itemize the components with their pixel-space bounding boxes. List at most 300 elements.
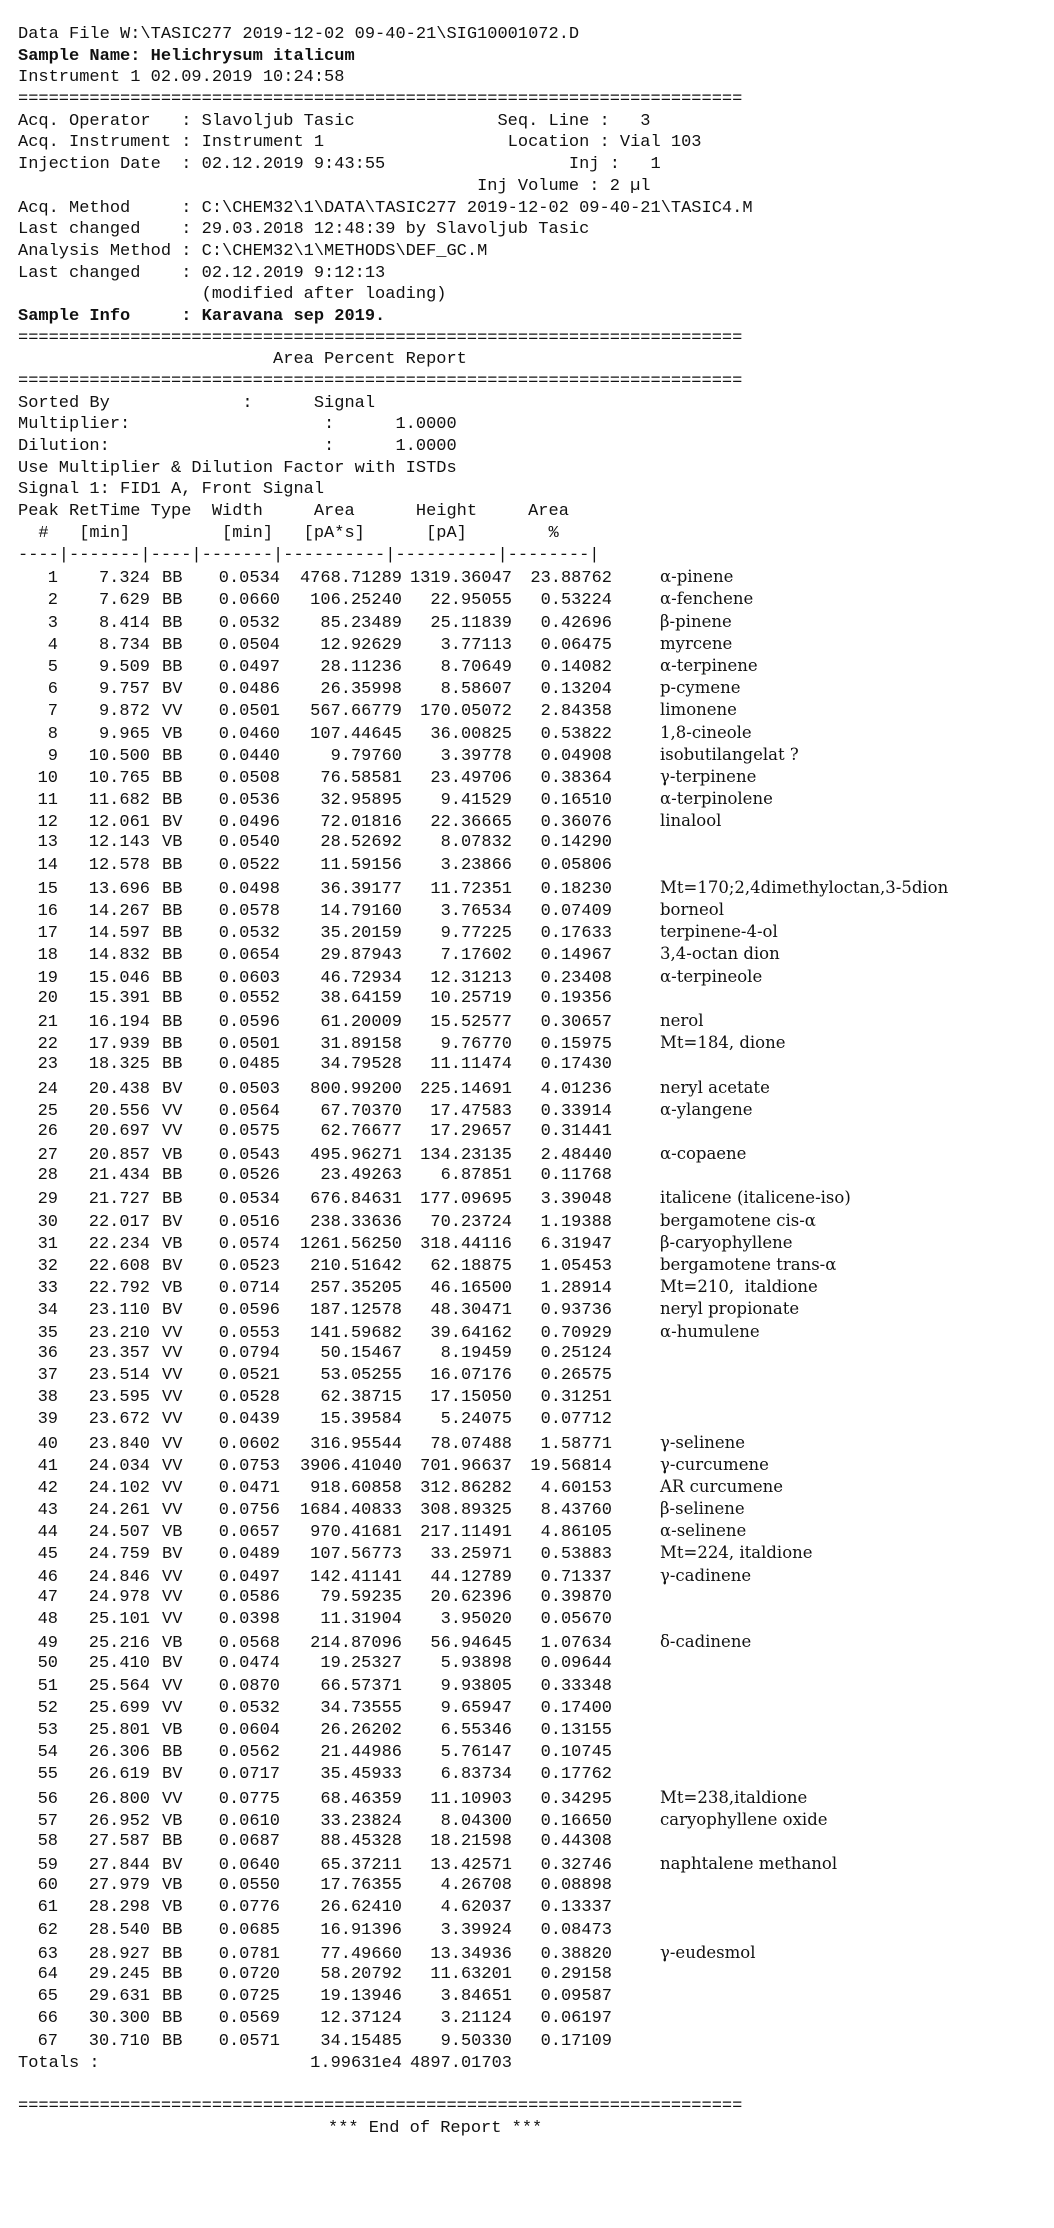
peak-number: 16 — [37, 902, 58, 921]
peak-number: 9 — [47, 746, 58, 766]
area-percent: 0.17633 — [540, 924, 612, 944]
peak-height: 9.93805 — [440, 1676, 512, 1696]
peak-width: 0.0610 — [218, 1811, 280, 1831]
peak-area: 72.01816 — [320, 813, 402, 833]
peak-width: 0.0553 — [218, 1323, 280, 1343]
peak-number: 22 — [37, 1035, 58, 1055]
table-row — [18, 1432, 1048, 1454]
area-percent: 0.36076 — [540, 813, 612, 833]
area-percent: 3.39048 — [540, 1190, 612, 1210]
peak-width: 0.0534 — [218, 569, 280, 589]
peak-area: 214.87096 — [310, 1634, 402, 1654]
peak-type: VV — [162, 1676, 183, 1696]
peak-number: 43 — [37, 1501, 58, 1521]
peak-type: VB — [162, 1876, 183, 1896]
peak-height: 4.62037 — [440, 1898, 512, 1918]
peak-width: 0.0486 — [218, 680, 280, 700]
retention-time: 15.391 — [88, 988, 150, 1008]
peak-number: 44 — [37, 1523, 58, 1543]
peak-type: VV — [162, 1501, 183, 1521]
totals-area: 1.99631e4 — [310, 2053, 402, 2073]
acq-instrument-line: Acq. Instrument : Instrument 1 Location : Vial 103 — [18, 133, 702, 153]
area-percent: 0.38820 — [540, 1944, 612, 1964]
peak-type: VV — [162, 1698, 183, 1718]
last-changed-line: Last changed : 29.03.2018 12:48:39 by Slavoljub Tasic — [18, 220, 590, 240]
peak-width: 0.0522 — [218, 855, 280, 875]
table-row — [18, 611, 1048, 633]
peak-area: 35.45933 — [320, 1765, 402, 1785]
peak-width: 0.0586 — [218, 1587, 280, 1607]
peak-number: 13 — [37, 833, 58, 853]
compound-name: caryophyllene oxide — [660, 1809, 828, 1829]
retention-time: 24.034 — [88, 1456, 150, 1476]
table-row — [18, 832, 1048, 854]
peak-area: 62.76677 — [320, 1121, 402, 1141]
peak-number: 10 — [37, 768, 58, 788]
area-percent: 0.70929 — [540, 1323, 612, 1343]
peak-area: 21.44986 — [320, 1743, 402, 1763]
peak-area: 918.60858 — [310, 1478, 402, 1498]
peak-width: 0.0532 — [218, 1698, 280, 1718]
peak-area: 19.25327 — [320, 1654, 402, 1674]
compound-name: 3,4-octan dion — [660, 944, 780, 964]
peak-height: 11.72351 — [430, 879, 512, 899]
peak-area: 12.92629 — [320, 635, 402, 655]
retention-time: 27.844 — [88, 1856, 150, 1876]
table-row — [18, 1676, 1048, 1698]
table-row — [18, 1032, 1048, 1054]
peak-area: 17.76355 — [320, 1876, 402, 1896]
peak-area: 107.56773 — [310, 1545, 402, 1565]
peak-type: VB — [162, 833, 183, 853]
retention-time: 30.300 — [88, 2009, 150, 2029]
peak-type: BB — [162, 1831, 183, 1851]
peak-width: 0.0725 — [218, 1987, 280, 2007]
area-percent: 0.13337 — [540, 1898, 612, 1918]
separator: ======================================================================= — [18, 372, 743, 391]
peak-number: 2 — [47, 591, 58, 611]
peak-type: BB — [162, 879, 183, 899]
area-percent: 0.33348 — [540, 1676, 612, 1696]
retention-time: 26.952 — [88, 1811, 150, 1831]
peak-height: 9.50330 — [440, 2031, 512, 2051]
peak-number: 50 — [37, 1654, 58, 1674]
peak-type: VV — [162, 1610, 183, 1629]
retention-time: 25.699 — [88, 1698, 150, 1718]
compound-name: Mt=210, italdione — [660, 1277, 818, 1297]
peak-height: 3.23866 — [440, 855, 512, 875]
area-percent: 0.09644 — [540, 1654, 612, 1674]
peak-type: BB — [162, 1944, 183, 1964]
peak-number: 1 — [47, 569, 58, 589]
retention-time: 10.500 — [88, 746, 150, 766]
peak-area: 28.52692 — [320, 833, 402, 853]
peak-height: 308.89325 — [420, 1501, 512, 1521]
peak-width: 0.0756 — [218, 1501, 280, 1521]
peak-area: 1261.56250 — [299, 1234, 402, 1254]
compound-name: isobutilangelat ? — [660, 744, 799, 764]
peak-type: BB — [162, 1035, 183, 1055]
totals-height: 4897.01703 — [409, 2053, 512, 2073]
peak-number: 63 — [37, 1944, 58, 1964]
peak-area: 26.35998 — [320, 680, 402, 700]
peak-number: 60 — [37, 1876, 58, 1896]
peak-area: 1684.40833 — [299, 1501, 402, 1521]
peak-area: 210.51642 — [310, 1257, 402, 1276]
compound-name: bergamotene cis-α — [660, 1210, 816, 1230]
peak-width: 0.0540 — [218, 833, 280, 853]
peak-height: 48.30471 — [430, 1301, 512, 1321]
peak-width: 0.0596 — [218, 1012, 280, 1032]
table-row — [18, 1121, 1048, 1143]
peak-height: 33.25971 — [430, 1545, 512, 1565]
peak-width: 0.0528 — [218, 1388, 280, 1408]
peak-type: BB — [162, 2031, 183, 2051]
area-percent: 0.13204 — [540, 680, 612, 700]
peak-area: 316.95544 — [310, 1434, 402, 1454]
retention-time: 24.978 — [88, 1587, 150, 1607]
peak-width: 0.0687 — [218, 1831, 280, 1851]
retention-time: 22.017 — [88, 1212, 150, 1232]
peak-area: 19.13946 — [320, 1987, 402, 2007]
table-row — [18, 1653, 1048, 1675]
table-row — [18, 1365, 1048, 1387]
area-percent: 0.05806 — [540, 855, 612, 875]
peak-height: 5.76147 — [440, 1743, 512, 1763]
peak-area: 29.87943 — [320, 946, 402, 966]
area-percent: 0.10745 — [540, 1743, 612, 1763]
retention-time: 24.759 — [88, 1545, 150, 1565]
peak-width: 0.0604 — [218, 1720, 280, 1740]
table-row — [18, 1853, 1048, 1875]
peak-type: BB — [162, 1920, 183, 1940]
peak-area: 77.49660 — [320, 1944, 402, 1964]
retention-time: 12.061 — [88, 813, 150, 833]
area-percent: 0.06197 — [540, 2009, 612, 2029]
peak-area: 88.45328 — [320, 1831, 402, 1851]
peak-height: 46.16500 — [430, 1279, 512, 1299]
peak-height: 22.95055 — [430, 591, 512, 611]
area-percent: 0.05670 — [540, 1610, 612, 1629]
peak-height: 1319.36047 — [409, 569, 512, 589]
area-percent: 0.17430 — [540, 1055, 612, 1075]
peak-number: 46 — [37, 1567, 58, 1587]
peak-width: 0.0660 — [218, 591, 280, 611]
peak-height: 17.15050 — [430, 1388, 512, 1408]
inj-volume-line: Inj Volume : 2 µl — [18, 176, 651, 196]
peak-number: 26 — [37, 1121, 58, 1141]
analysis-method-line: Analysis Method : C:\CHEM32\1\METHODS\DEF_GC.M — [18, 241, 488, 261]
compound-name: neryl acetate — [660, 1077, 770, 1097]
peak-height: 3.39778 — [440, 746, 512, 766]
area-percent: 0.39870 — [540, 1587, 612, 1607]
peak-number: 61 — [37, 1898, 58, 1918]
peak-area: 257.35205 — [310, 1279, 402, 1299]
peak-width: 0.0720 — [218, 1965, 280, 1984]
area-percent: 0.42696 — [540, 613, 612, 633]
table-row — [18, 1986, 1048, 2008]
compound-name: limonene — [660, 700, 737, 720]
peak-width: 0.0497 — [218, 1567, 280, 1587]
table-row — [18, 1387, 1048, 1409]
peak-number: 17 — [37, 924, 58, 944]
peak-height: 5.24075 — [440, 1410, 512, 1430]
peak-number: 8 — [47, 724, 58, 744]
peak-height: 17.29657 — [430, 1121, 512, 1141]
table-row — [18, 988, 1048, 1010]
compound-name: Mt=170;2,4dimethyloctan,3-5dion — [660, 877, 949, 897]
area-percent: 2.84358 — [540, 702, 612, 722]
peak-area: 15.39584 — [320, 1410, 402, 1430]
peak-number: 29 — [37, 1190, 58, 1210]
peak-width: 0.0489 — [218, 1545, 280, 1565]
retention-time: 7.629 — [98, 591, 150, 611]
peak-width: 0.0474 — [218, 1654, 280, 1674]
compound-name: γ-terpinene — [660, 766, 757, 786]
peak-number: 45 — [37, 1545, 58, 1565]
peak-area: 14.79160 — [320, 902, 402, 921]
peak-type: VV — [162, 1456, 183, 1476]
peak-type: VB — [162, 1898, 183, 1918]
peak-width: 0.0775 — [218, 1789, 280, 1809]
peak-width: 0.0714 — [218, 1279, 280, 1299]
table-row — [18, 1809, 1048, 1831]
peak-width: 0.0562 — [218, 1743, 280, 1763]
table-row — [18, 1498, 1048, 1520]
retention-time: 11.682 — [88, 791, 150, 811]
sample-name-line: Sample Name: Helichrysum italicum — [18, 46, 355, 66]
peak-width: 0.0440 — [218, 746, 280, 766]
peak-height: 3.77113 — [440, 635, 512, 655]
retention-time: 23.672 — [88, 1410, 150, 1430]
retention-time: 16.194 — [88, 1012, 150, 1032]
compound-name: α-terpineole — [660, 966, 763, 986]
table-row — [18, 655, 1048, 677]
peak-area: 31.89158 — [320, 1035, 402, 1055]
peak-height: 6.55346 — [440, 1720, 512, 1740]
peak-width: 0.0496 — [218, 813, 280, 833]
retention-time: 18.325 — [88, 1055, 150, 1075]
table-row — [18, 1631, 1048, 1653]
peak-area: 970.41681 — [310, 1523, 402, 1543]
peak-number: 35 — [37, 1323, 58, 1343]
sorted-by-line: Sorted By : Signal — [18, 393, 376, 413]
peak-width: 0.0534 — [218, 1190, 280, 1210]
area-percent: 0.06475 — [540, 635, 612, 655]
peak-number: 53 — [37, 1720, 58, 1740]
table-row — [18, 1077, 1048, 1099]
peak-number: 65 — [37, 1987, 58, 2007]
peak-type: VV — [162, 1478, 183, 1498]
retention-time: 8.734 — [98, 635, 150, 655]
area-percent: 0.26575 — [540, 1365, 612, 1385]
peak-number: 32 — [37, 1257, 58, 1276]
table-row — [18, 1698, 1048, 1720]
area-percent: 0.25124 — [540, 1343, 612, 1363]
peak-area: 4768.71289 — [299, 569, 402, 589]
table-row — [18, 1409, 1048, 1431]
peak-type: BB — [162, 924, 183, 944]
peak-number: 12 — [37, 813, 58, 833]
table-row — [18, 943, 1048, 965]
peak-area: 567.66779 — [310, 702, 402, 722]
acq-method-line: Acq. Method : C:\CHEM32\1\DATA\TASIC277 2019-12-02 09-40-21\TASIC4.M — [18, 198, 753, 218]
acq-operator-line: Acq. Operator : Slavoljub Tasic Seq. Line : 3 — [18, 111, 651, 131]
retention-time: 28.540 — [88, 1920, 150, 1940]
peak-height: 8.19459 — [440, 1343, 512, 1363]
area-percent: 0.17400 — [540, 1698, 612, 1718]
compound-name: terpinene-4-ol — [660, 922, 778, 942]
peak-height: 11.11474 — [430, 1055, 512, 1075]
peak-type: BB — [162, 1743, 183, 1763]
compound-name: γ-eudesmol — [660, 1942, 756, 1962]
peak-type: VV — [162, 1434, 183, 1454]
table-row — [18, 766, 1048, 788]
area-percent: 1.19388 — [540, 1212, 612, 1232]
area-percent: 0.53822 — [540, 724, 612, 744]
retention-time: 28.298 — [88, 1898, 150, 1918]
table-row — [18, 588, 1048, 610]
compound-name: Mt=184, dione — [660, 1033, 786, 1053]
peak-type: BV — [162, 1654, 183, 1674]
peak-number: 66 — [37, 2009, 58, 2029]
peak-type: BV — [162, 1212, 183, 1232]
peak-height: 8.58607 — [440, 680, 512, 700]
peak-height: 6.87851 — [440, 1166, 512, 1186]
table-row — [18, 1964, 1048, 1986]
peak-type: BB — [162, 902, 183, 921]
area-percent: 19.56814 — [530, 1456, 612, 1476]
peak-type: BV — [162, 1856, 183, 1876]
peak-area: 26.62410 — [320, 1898, 402, 1918]
area-percent: 1.28914 — [540, 1279, 612, 1299]
peak-number: 51 — [37, 1676, 58, 1696]
compound-name: Mt=238,italdione — [660, 1787, 808, 1807]
peak-area: 32.95895 — [320, 791, 402, 811]
area-percent: 0.19356 — [540, 988, 612, 1008]
table-row — [18, 1454, 1048, 1476]
peak-height: 701.96637 — [420, 1456, 512, 1476]
peak-height: 22.36665 — [430, 813, 512, 833]
peak-area: 3906.41040 — [299, 1456, 402, 1476]
peak-area: 34.15485 — [320, 2031, 402, 2051]
peak-number: 7 — [47, 702, 58, 722]
compound-name: linalool — [660, 811, 722, 831]
peak-area: 62.38715 — [320, 1388, 402, 1408]
peak-number: 4 — [47, 635, 58, 655]
peak-type: BB — [162, 1166, 183, 1186]
peak-height: 18.21598 — [430, 1831, 512, 1851]
column-header-divider: ----|-------|----|-------|----------|----------|--------| — [18, 545, 600, 565]
area-percent: 0.17109 — [540, 2031, 612, 2051]
peak-type: BB — [162, 2009, 183, 2029]
area-percent: 1.05453 — [540, 1257, 612, 1276]
area-percent: 0.53883 — [540, 1545, 612, 1565]
peak-width: 0.0498 — [218, 879, 280, 899]
peak-type: BB — [162, 635, 183, 655]
table-row — [18, 722, 1048, 744]
peak-type: BB — [162, 657, 183, 677]
retention-time: 25.410 — [88, 1654, 150, 1674]
peak-type: VV — [162, 1101, 183, 1121]
peak-type: BB — [162, 1965, 183, 1984]
table-row — [18, 1343, 1048, 1365]
table-row — [18, 2031, 1048, 2053]
peak-type: BV — [162, 813, 183, 833]
compound-name: p-cymene — [660, 678, 741, 698]
peak-area: 107.44645 — [310, 724, 402, 744]
peak-area: 61.20009 — [320, 1012, 402, 1032]
peak-height: 9.41529 — [440, 791, 512, 811]
peak-height: 134.23135 — [420, 1146, 512, 1166]
peak-number: 49 — [37, 1634, 58, 1654]
peak-area: 46.72934 — [320, 968, 402, 988]
area-percent: 0.34295 — [540, 1789, 612, 1809]
peak-number: 55 — [37, 1765, 58, 1785]
peak-number: 3 — [47, 613, 58, 633]
compound-name: α-ylangene — [660, 1099, 753, 1119]
peak-width: 0.0501 — [218, 702, 280, 722]
retention-time: 20.556 — [88, 1101, 150, 1121]
peak-type: VV — [162, 1323, 183, 1343]
peak-area: 36.39177 — [320, 879, 402, 899]
signal-line: Signal 1: FID1 A, Front Signal — [18, 480, 325, 500]
peak-height: 3.95020 — [440, 1610, 512, 1629]
compound-name: β-selinene — [660, 1499, 745, 1519]
peak-width: 0.0578 — [218, 902, 280, 921]
peak-width: 0.0439 — [218, 1410, 280, 1430]
retention-time: 23.110 — [88, 1301, 150, 1321]
peak-height: 6.83734 — [440, 1765, 512, 1785]
peak-width: 0.0654 — [218, 946, 280, 966]
table-row — [18, 1787, 1048, 1809]
peak-height: 217.11491 — [420, 1523, 512, 1543]
area-percent: 0.04908 — [540, 746, 612, 766]
area-percent: 0.11768 — [540, 1166, 612, 1186]
retention-time: 25.101 — [88, 1610, 150, 1629]
table-row — [18, 1054, 1048, 1076]
peak-area: 33.23824 — [320, 1811, 402, 1831]
peak-number: 54 — [37, 1743, 58, 1763]
peak-width: 0.0569 — [218, 2009, 280, 2029]
peak-area: 76.58581 — [320, 768, 402, 788]
peak-width: 0.0398 — [218, 1610, 280, 1629]
peak-type: BB — [162, 1190, 183, 1210]
peak-number: 11 — [37, 791, 58, 811]
retention-time: 12.143 — [88, 833, 150, 853]
peak-height: 9.65947 — [440, 1698, 512, 1718]
retention-time: 9.509 — [98, 657, 150, 677]
peak-width: 0.0504 — [218, 635, 280, 655]
istd-note: Use Multiplier & Dilution Factor with ISTDs — [18, 458, 457, 478]
retention-time: 9.757 — [98, 680, 150, 700]
table-row — [18, 899, 1048, 921]
retention-time: 9.965 — [98, 724, 150, 744]
table-row — [18, 966, 1048, 988]
compound-name: β-caryophyllene — [660, 1232, 793, 1252]
peak-number: 34 — [37, 1301, 58, 1321]
table-row — [18, 1565, 1048, 1587]
peak-width: 0.0501 — [218, 1035, 280, 1055]
peak-area: 800.99200 — [310, 1079, 402, 1099]
area-percent: 0.15975 — [540, 1035, 612, 1055]
peak-height: 9.76770 — [440, 1035, 512, 1055]
compound-name: β-pinene — [660, 611, 732, 631]
retention-time: 24.507 — [88, 1523, 150, 1543]
peak-height: 225.14691 — [420, 1079, 512, 1099]
area-percent: 0.09587 — [540, 1987, 612, 2007]
peak-area: 38.64159 — [320, 988, 402, 1008]
